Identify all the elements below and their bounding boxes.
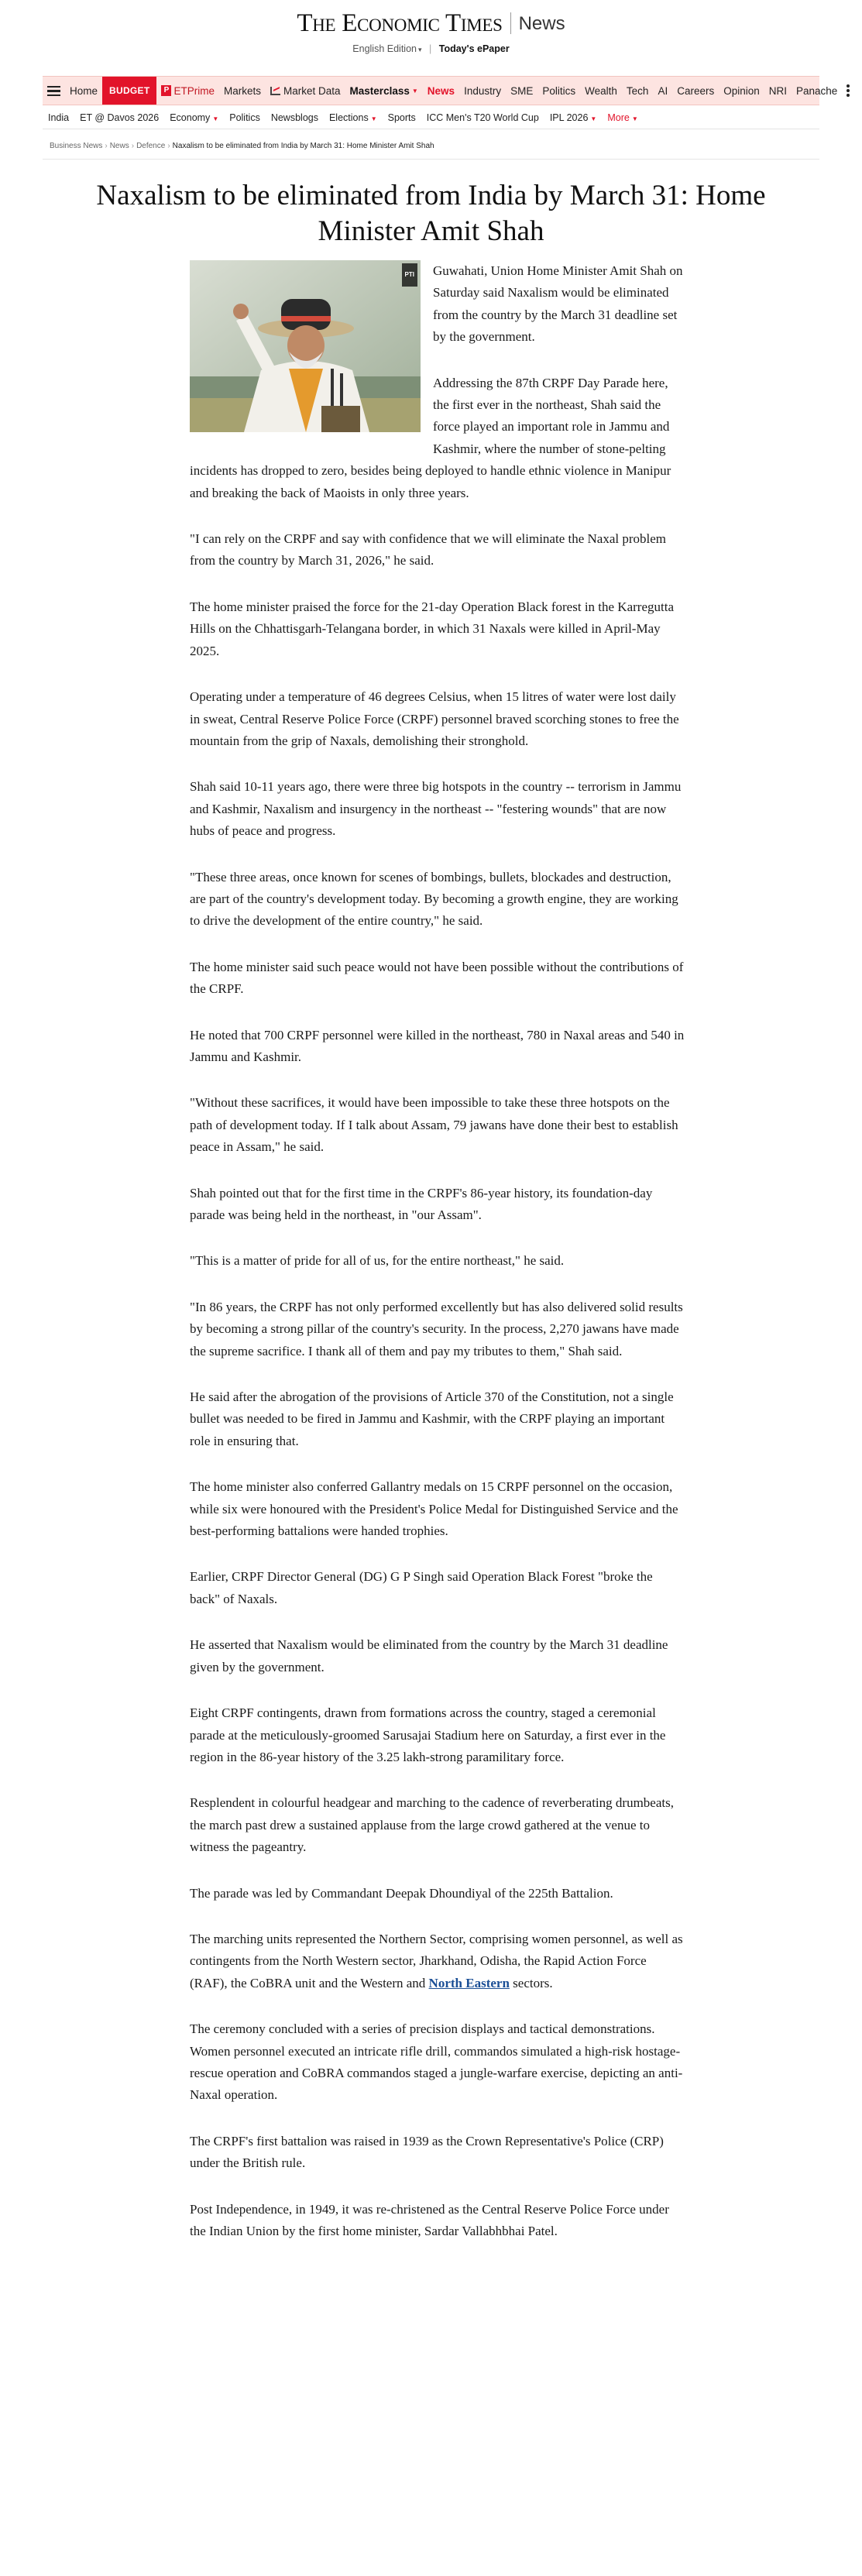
subnav-item-davos[interactable]: ET @ Davos 2026 <box>80 112 160 123</box>
breadcrumb-current: Naxalism to be eliminated from India by March 31: Home Minister Amit Shah <box>172 142 434 150</box>
article-paragraph <box>190 1929 685 1994</box>
nav-item-masterclass[interactable] <box>345 77 423 105</box>
article-body <box>190 260 685 2266</box>
nav-item-label: ETPrime <box>173 84 215 97</box>
breadcrumb <box>50 142 434 150</box>
masthead <box>0 0 862 68</box>
breadcrumb-separator: › <box>105 142 108 150</box>
article-paragraph: "These three areas, once known for scenes of bombings, bullets, blockades and destruction, are part of the country's development today. By becoming a growth engine, they are working to drive the development of the entire country," he said. <box>190 869 678 929</box>
subnav-item-label: More <box>607 112 630 123</box>
article-paragraph: "This is a matter of pride for all of us, for the entire northeast," he said. <box>190 1253 565 1269</box>
breadcrumb-item[interactable]: News <box>109 142 129 150</box>
article-paragraph: Operating under a temperature of 46 degrees Celsius, when 15 litres of water were lost daily in sweat, Central Reserve Police Force (CRPF) personnel braved scorching stones to free the mountain from the grip of Naxals, demolishing their stronghold. <box>190 689 679 748</box>
more-menu-button[interactable] <box>842 77 854 105</box>
nav-item-market-data[interactable] <box>266 77 345 105</box>
breadcrumb-item[interactable]: Business News <box>50 142 103 150</box>
nav-item-industry[interactable]: Industry <box>464 84 502 97</box>
breadcrumb-separator: › <box>131 142 135 150</box>
subnav-item-label: IPL 2026 <box>549 112 589 123</box>
nav-item-careers[interactable]: Careers <box>677 84 715 97</box>
more-vertical-icon <box>847 89 850 92</box>
subnav-item-newsblogs[interactable]: Newsblogs <box>270 112 318 123</box>
paragraph-text: The marching units represented the Northern Sector, comprising women personnel, as well as contingents from the North Western sector, Jharkhand, Odisha, the Rapid Action Force (RAF), the CoBRA unit and the Western and <box>190 1931 683 1990</box>
subnav-item-elections[interactable] <box>324 112 383 123</box>
article-lead-image[interactable] <box>190 260 421 432</box>
article-paragraph: The home minister praised the force for the 21-day Operation Black forest in the Karregutta Hills on the Chhattisgarh-Telangana border, in which 31 Naxals were killed in April-May 2025. <box>190 599 674 658</box>
chevron-down-icon: ▼ <box>212 115 219 122</box>
nav-item-home[interactable]: Home <box>70 84 98 97</box>
article-paragraph: Post Independence, in 1949, it was re-christened as the Central Reserve Police Force under the Indian Union by the first home minister, Sardar Vallabhbhai Patel. <box>190 2201 669 2238</box>
nav-item-politics[interactable]: Politics <box>542 84 576 97</box>
divider <box>43 159 819 160</box>
chevron-down-icon: ▾ <box>417 46 422 53</box>
article-paragraph: "I can rely on the CRPF and say with confidence that we will eliminate the Naxal problem from the country by March 31, 2026," he said. <box>190 531 666 568</box>
subnav-item-economy[interactable] <box>164 112 224 123</box>
nav-item-budget[interactable]: BUDGET <box>102 77 156 105</box>
nav-item-panache[interactable]: Panache <box>796 84 838 97</box>
section-name[interactable]: News <box>518 13 565 34</box>
nav-item-nri[interactable]: NRI <box>768 84 788 97</box>
article-paragraph: Resplendent in colourful headgear and marching to the cadence of reverberating drumbeats, the march past drew a sustained applause from the large crowd gathered at the venue to witness the pageantry. <box>190 1795 674 1855</box>
subnav-item-label: Economy <box>170 112 211 123</box>
breadcrumb-separator: › <box>167 142 170 150</box>
article-paragraph: "Without these sacrifices, it would have been impossible to take these three hotspots on the path of development today. If I talk about Assam, 79 jawans have done their best to establish peace in Assam," he said. <box>190 1095 678 1155</box>
article-paragraph: "In 86 years, the CRPF has not only performed excellently but has also delivered solid results by becoming a strong pillar of the country's security. In the process, 2,270 jawans have made the supreme sacrifice. I thank all of them and pay my tributes to them," Shah said. <box>190 1299 683 1358</box>
menu-button[interactable] <box>43 77 65 105</box>
edition-label: English Edition <box>352 43 417 54</box>
nav-item-opinion[interactable]: Opinion <box>723 84 760 97</box>
breadcrumb-item[interactable]: Defence <box>136 142 166 150</box>
epaper-link[interactable]: Today's ePaper <box>438 43 510 54</box>
subnav-item-politics[interactable]: Politics <box>229 112 260 123</box>
brand-name[interactable]: The Economic Times <box>297 9 503 37</box>
article-headline: Naxalism to be eliminated from India by March 31: Home Minister Amit Shah <box>96 180 766 247</box>
article-paragraph: The home minister said such peace would not have been possible without the contributions of the CRPF. <box>190 959 684 997</box>
subnav-item-ipl[interactable] <box>544 112 603 123</box>
article-paragraph: Guwahati, Union Home Minister Amit Shah on Saturday said Naxalism would be eliminated from the country by the March 31 deadline set by the government. <box>433 263 683 345</box>
speaker-photo <box>190 260 421 432</box>
article-paragraph: The CRPF's first battalion was raised in 1939 as the Crown Representative's Police (CRP) under the British rule. <box>190 2133 664 2171</box>
nav-item-label: Market Data <box>283 84 341 97</box>
article-paragraph: The ceremony concluded with a series of precision displays and tactical demonstrations. Women personnel executed an intricate rifle drill, commandos simulated a high-risk hostage-rescue operation and CoBRA commandos staged a jungle-warfare exercise, depicting an anti-Naxal operation. <box>190 2021 683 2103</box>
article-paragraph: Earlier, CRPF Director General (DG) G P Singh said Operation Black Forest "broke the back" of Naxals. <box>190 1569 653 1606</box>
article-paragraph: The parade was led by Commandant Deepak Dhoundiyal of the 225th Battalion. <box>190 1885 613 1901</box>
subnav-item-more[interactable] <box>602 112 643 123</box>
article-paragraph: Addressing the 87th CRPF Day Parade here, the first ever in the northeast, Shah said the force played an important role in Jammu and Kashmir, where the number of stone-pelting incidents has dropped to zero, besides being deployed to handle ethnic violence in Manipur and breaking the back of Maoists in only three years. <box>190 375 671 500</box>
article-paragraph: He asserted that Naxalism would be eliminated from the country by the March 31 deadline given by the government. <box>190 1637 668 1674</box>
article-paragraph: The home minister also conferred Gallantry medals on 15 CRPF personnel on the occasion, while six were honoured with the President's Police Medal for Distinguished Service and the best-performing battalions were handed trophies. <box>190 1479 678 1539</box>
chevron-down-icon: ▼ <box>411 87 418 94</box>
image-credit-badge: PTI <box>402 263 417 287</box>
chevron-down-icon: ▼ <box>590 115 597 122</box>
article-paragraph: He said after the abrogation of the provisions of Article 370 of the Constitution, not a single bullet was needed to be fired in Jammu and Kashmir, with the CRPF playing an important role in ensuring that. <box>190 1389 674 1448</box>
subnav-item-label: Elections <box>328 112 369 123</box>
nav-item-etprime[interactable] <box>156 77 219 105</box>
edition-row <box>0 43 862 54</box>
divider: | <box>429 43 432 54</box>
subnav-item-sports[interactable]: Sports <box>387 112 416 123</box>
article-paragraph: Eight CRPF contingents, drawn from formations across the country, staged a ceremonial parade at the meticulously-groomed Sarusajai Stadium here on Saturday, a first ever in the region in the 86-year history of the 3.25 lakh-strong paramilitary force. <box>190 1705 666 1764</box>
subnav-item-india[interactable]: India <box>48 112 70 123</box>
hamburger-icon <box>47 86 60 96</box>
etprime-icon: P <box>161 85 171 96</box>
brand-divider <box>510 12 511 34</box>
paragraph-text: sectors. <box>509 1975 553 1990</box>
article-paragraph: He noted that 700 CRPF personnel were killed in the northeast, 780 in Naxal areas and 540 in Jammu and Kashmir. <box>190 1027 685 1064</box>
nav-item-markets[interactable]: Markets <box>224 84 262 97</box>
edition-selector[interactable] <box>352 43 421 54</box>
nav-item-ai[interactable]: AI <box>658 84 668 97</box>
nav-item-label: Masterclass <box>349 84 410 97</box>
sub-nav <box>43 106 819 129</box>
chevron-down-icon: ▼ <box>631 115 638 122</box>
main-nav <box>43 76 838 105</box>
nav-item-tech[interactable]: Tech <box>626 84 649 97</box>
nav-item-sme[interactable]: SME <box>510 84 534 97</box>
subnav-item-t20-world-cup[interactable]: ICC Men's T20 World Cup <box>426 112 539 123</box>
chart-icon <box>270 87 280 95</box>
nav-item-wealth[interactable]: Wealth <box>585 84 617 97</box>
brand-logo[interactable] <box>0 9 862 38</box>
chevron-down-icon: ▼ <box>370 115 377 122</box>
north-eastern-link[interactable]: North Eastern <box>428 1975 510 1990</box>
article-paragraph: Shah said 10-11 years ago, there were three big hotspots in the country -- terrorism in Jammu and Kashmir, Naxalism and insurgency in the northeast -- "festering wounds" that are now hubs of peace and progress. <box>190 779 682 839</box>
article-paragraph: Shah pointed out that for the first time in the CRPF's 86-year history, its foundation-day parade was being held in the northeast, in "our Assam". <box>190 1185 653 1222</box>
nav-item-news[interactable]: News <box>427 84 455 97</box>
